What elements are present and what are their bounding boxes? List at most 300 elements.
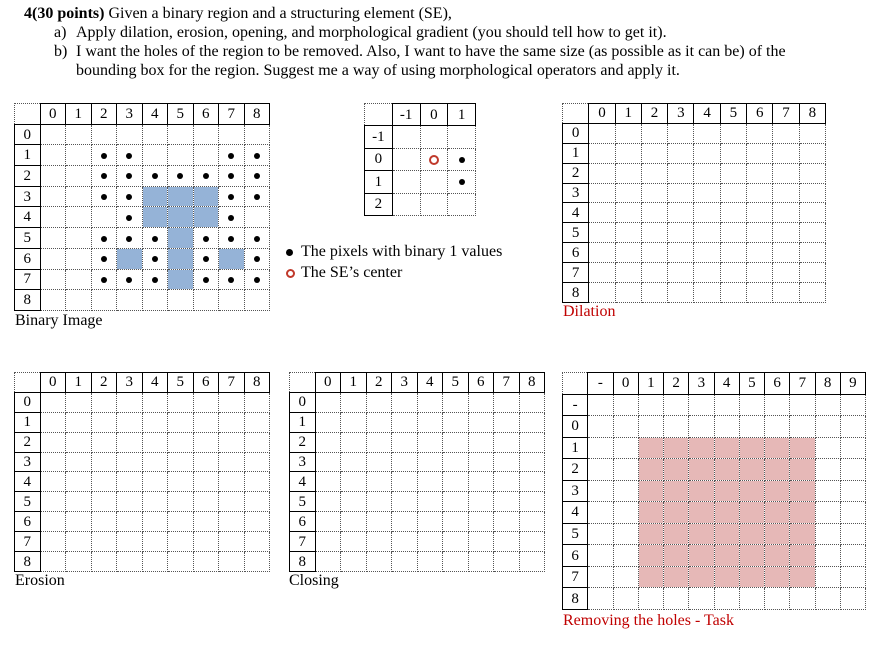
grid-cell bbox=[668, 243, 694, 263]
grid-label: 4 bbox=[563, 203, 589, 223]
grid-row bbox=[15, 124, 270, 145]
grid-cell bbox=[747, 223, 773, 243]
grid-cell bbox=[40, 412, 66, 432]
grid-row bbox=[15, 207, 270, 228]
grid-cell bbox=[142, 532, 168, 552]
pixel-dot-icon bbox=[126, 173, 132, 179]
grid-cell bbox=[720, 183, 746, 203]
grid-cell bbox=[193, 472, 219, 492]
grid-cell bbox=[468, 472, 494, 492]
grid-cell bbox=[117, 124, 143, 145]
grid-cell bbox=[117, 552, 143, 572]
grid-row bbox=[15, 228, 270, 249]
grid-cell bbox=[519, 472, 545, 492]
grid-cell bbox=[689, 480, 714, 502]
grid-cell bbox=[765, 566, 790, 588]
center-ring-icon bbox=[286, 269, 295, 278]
grid-cell bbox=[668, 183, 694, 203]
grid-cell bbox=[91, 207, 117, 228]
grid-cell bbox=[588, 416, 613, 438]
grid-cell bbox=[638, 480, 663, 502]
grid-cell bbox=[641, 183, 667, 203]
grid-cell bbox=[40, 228, 66, 249]
grid-cell bbox=[799, 123, 825, 143]
grid-cell bbox=[315, 432, 341, 452]
grid-row bbox=[365, 148, 476, 170]
grid-cell bbox=[40, 124, 66, 145]
grid-cell bbox=[613, 566, 638, 588]
grid-label: 5 bbox=[15, 228, 41, 249]
grid-cell bbox=[91, 512, 117, 532]
grid-cell bbox=[117, 512, 143, 532]
grid-cell bbox=[219, 492, 245, 512]
pixel-dot-icon bbox=[254, 173, 260, 179]
grid-cell bbox=[420, 148, 448, 170]
grid-cell bbox=[638, 523, 663, 545]
grid-row bbox=[15, 269, 270, 290]
grid-cell bbox=[244, 452, 270, 472]
grid-label: 6 bbox=[15, 512, 41, 532]
grid-label: 2 bbox=[366, 373, 392, 393]
grid-cell bbox=[519, 532, 545, 552]
grid-label: 5 bbox=[720, 104, 746, 124]
grid-cell bbox=[193, 145, 219, 166]
grid-cell bbox=[494, 492, 520, 512]
pixel-dot-icon bbox=[126, 153, 132, 159]
grid-cell bbox=[588, 459, 613, 481]
grid-label: 1 bbox=[66, 104, 92, 125]
grid-row bbox=[15, 166, 270, 187]
grid-cell bbox=[219, 472, 245, 492]
grid-label: 3 bbox=[563, 480, 588, 502]
pixel-dot-icon bbox=[254, 256, 260, 262]
grid-label: 8 bbox=[290, 552, 316, 572]
legend-center: The SE’s center bbox=[286, 264, 402, 282]
grid-cell bbox=[694, 123, 720, 143]
grid-cell bbox=[91, 290, 117, 311]
grid-label: 0 bbox=[15, 392, 41, 412]
grid-cell bbox=[315, 492, 341, 512]
grid-cell bbox=[244, 432, 270, 452]
grid-cell bbox=[519, 432, 545, 452]
grid-cell bbox=[615, 263, 641, 283]
grid-cell bbox=[668, 203, 694, 223]
grid-cell bbox=[468, 492, 494, 512]
grid-cell bbox=[589, 243, 615, 263]
grid-cell bbox=[219, 166, 245, 187]
grid-label: 6 bbox=[468, 373, 494, 393]
grid-row bbox=[290, 452, 545, 472]
grid-cell bbox=[117, 145, 143, 166]
grid-cell bbox=[747, 263, 773, 283]
grid-cell bbox=[799, 223, 825, 243]
grid-cell bbox=[193, 512, 219, 532]
grid-row bbox=[290, 472, 545, 492]
grid-cell bbox=[589, 203, 615, 223]
grid-cell bbox=[244, 248, 270, 269]
grid-cell bbox=[747, 123, 773, 143]
grid-label: 6 bbox=[193, 373, 219, 393]
grid-cell bbox=[615, 223, 641, 243]
grid-cell bbox=[142, 472, 168, 492]
grid-cell bbox=[417, 452, 443, 472]
grid-label: 5 bbox=[168, 104, 194, 125]
grid-cell bbox=[341, 492, 367, 512]
grid-cell bbox=[91, 269, 117, 290]
grid-cell bbox=[40, 248, 66, 269]
grid-label: 1 bbox=[15, 412, 41, 432]
pixel-dot-icon bbox=[126, 277, 132, 283]
grid-label: 3 bbox=[15, 452, 41, 472]
grid-row bbox=[365, 126, 476, 148]
grid-cell bbox=[168, 532, 194, 552]
grid-cell bbox=[168, 412, 194, 432]
grid-cell bbox=[142, 186, 168, 207]
grid-cell bbox=[40, 207, 66, 228]
grid-cell bbox=[641, 283, 667, 303]
grid-cell bbox=[117, 412, 143, 432]
grid-cell bbox=[815, 480, 840, 502]
grid-cell bbox=[638, 588, 663, 610]
grid-label: 1 bbox=[365, 171, 393, 193]
grid-cell bbox=[366, 392, 392, 412]
grid-cell bbox=[765, 437, 790, 459]
grid-cell bbox=[366, 512, 392, 532]
grid-cell bbox=[244, 472, 270, 492]
grid-cell bbox=[747, 243, 773, 263]
grid-label: 1 bbox=[615, 104, 641, 124]
grid-cell bbox=[641, 143, 667, 163]
grid-label: 7 bbox=[15, 532, 41, 552]
grid-cell bbox=[815, 459, 840, 481]
grid-cell bbox=[720, 123, 746, 143]
erosion-caption: Erosion bbox=[15, 572, 65, 589]
grid-cell bbox=[91, 166, 117, 187]
grid-label: 1 bbox=[66, 373, 92, 393]
grid-cell bbox=[219, 124, 245, 145]
grid-header-row bbox=[15, 373, 270, 393]
grid-label: 8 bbox=[519, 373, 545, 393]
grid-cell bbox=[219, 392, 245, 412]
pixel-dot-icon bbox=[203, 173, 209, 179]
grid-row bbox=[290, 492, 545, 512]
grid-row bbox=[563, 437, 866, 459]
grid-cell bbox=[40, 145, 66, 166]
binary-image-caption: Binary Image bbox=[15, 312, 103, 329]
grid-cell bbox=[790, 480, 815, 502]
grid-cell bbox=[168, 492, 194, 512]
grid-cell bbox=[799, 143, 825, 163]
grid-cell bbox=[799, 203, 825, 223]
grid-cell bbox=[790, 588, 815, 610]
grid-cell bbox=[739, 394, 764, 416]
grid-label: 0 bbox=[15, 124, 41, 145]
grid-cell bbox=[494, 432, 520, 452]
grid-header-row bbox=[15, 104, 270, 125]
grid-label: 4 bbox=[142, 373, 168, 393]
grid-corner bbox=[15, 373, 41, 393]
grid-cell bbox=[392, 492, 418, 512]
grid-cell bbox=[714, 459, 739, 481]
grid-cell bbox=[815, 545, 840, 567]
grid-label: 5 bbox=[443, 373, 469, 393]
grid-cell bbox=[519, 492, 545, 512]
grid-cell bbox=[519, 512, 545, 532]
grid-corner bbox=[563, 373, 588, 395]
grid-corner bbox=[15, 104, 41, 125]
grid-cell bbox=[142, 412, 168, 432]
grid-cell bbox=[739, 566, 764, 588]
grid-label: 1 bbox=[448, 104, 476, 126]
grid-row bbox=[563, 283, 826, 303]
grid-label: 7 bbox=[15, 269, 41, 290]
grid-cell bbox=[494, 452, 520, 472]
grid-cell bbox=[815, 523, 840, 545]
grid-cell bbox=[613, 437, 638, 459]
grid-cell bbox=[66, 290, 92, 311]
grid-cell bbox=[420, 171, 448, 193]
grid-cell bbox=[417, 492, 443, 512]
grid-label: 0 bbox=[40, 373, 66, 393]
grid-cell bbox=[66, 145, 92, 166]
grid-cell bbox=[689, 437, 714, 459]
grid-cell bbox=[720, 223, 746, 243]
grid-cell bbox=[193, 207, 219, 228]
grid-label: 3 bbox=[15, 186, 41, 207]
grid-cell bbox=[790, 459, 815, 481]
grid-cell bbox=[589, 183, 615, 203]
grid-cell bbox=[720, 203, 746, 223]
grid-cell bbox=[219, 290, 245, 311]
grid-cell bbox=[443, 492, 469, 512]
se-center-icon bbox=[429, 155, 439, 165]
grid-cell bbox=[765, 459, 790, 481]
grid-cell bbox=[193, 392, 219, 412]
grid-cell bbox=[694, 263, 720, 283]
grid-cell bbox=[494, 412, 520, 432]
grid-cell bbox=[815, 588, 840, 610]
grid-cell bbox=[417, 412, 443, 432]
grid-cell bbox=[589, 123, 615, 143]
grid-cell bbox=[219, 248, 245, 269]
grid-label: 2 bbox=[290, 432, 316, 452]
grid-cell bbox=[168, 228, 194, 249]
grid-label: 7 bbox=[219, 373, 245, 393]
grid-label: 6 bbox=[563, 545, 588, 567]
grid-cell bbox=[494, 472, 520, 492]
grid-cell bbox=[641, 223, 667, 243]
grid-cell bbox=[689, 545, 714, 567]
grid-cell bbox=[193, 124, 219, 145]
grid-corner bbox=[365, 104, 393, 126]
grid-cell bbox=[341, 472, 367, 492]
grid-label: 0 bbox=[365, 148, 393, 170]
grid-label: 9 bbox=[840, 373, 865, 395]
grid-cell bbox=[519, 452, 545, 472]
grid-row bbox=[563, 203, 826, 223]
grid-cell bbox=[66, 166, 92, 187]
grid-corner bbox=[563, 104, 589, 124]
grid-label: -1 bbox=[392, 104, 420, 126]
grid-row bbox=[15, 552, 270, 572]
grid-label: 0 bbox=[613, 373, 638, 395]
grid-cell bbox=[91, 432, 117, 452]
grid-cell bbox=[117, 228, 143, 249]
pixel-dot-icon bbox=[101, 173, 107, 179]
grid-cell bbox=[714, 502, 739, 524]
grid-cell bbox=[714, 394, 739, 416]
grid-cell bbox=[739, 545, 764, 567]
grid-cell bbox=[494, 552, 520, 572]
grid-cell bbox=[765, 394, 790, 416]
pixel-dot-icon bbox=[152, 173, 158, 179]
grid-label: 1 bbox=[563, 437, 588, 459]
grid-cell bbox=[739, 480, 764, 502]
grid-label: 0 bbox=[589, 104, 615, 124]
grid-label: 1 bbox=[341, 373, 367, 393]
grid-cell bbox=[714, 480, 739, 502]
grid-cell bbox=[193, 186, 219, 207]
grid-cell bbox=[244, 166, 270, 187]
pixel-dot-icon bbox=[254, 277, 260, 283]
grid-cell bbox=[219, 269, 245, 290]
grid-cell bbox=[219, 552, 245, 572]
grid-row bbox=[563, 566, 866, 588]
grid-cell bbox=[589, 223, 615, 243]
grid-cell bbox=[664, 566, 689, 588]
grid-cell bbox=[219, 412, 245, 432]
pixel-dot-icon bbox=[203, 236, 209, 242]
grid-cell bbox=[315, 452, 341, 472]
grid-cell bbox=[773, 143, 799, 163]
grid-cell bbox=[142, 228, 168, 249]
grid-cell bbox=[40, 166, 66, 187]
grid-label: 8 bbox=[15, 290, 41, 311]
grid-label: 6 bbox=[193, 104, 219, 125]
grid-label: 3 bbox=[392, 373, 418, 393]
grid-label: 2 bbox=[15, 166, 41, 187]
grid-cell bbox=[366, 432, 392, 452]
grid-cell bbox=[588, 502, 613, 524]
grid-cell bbox=[366, 472, 392, 492]
grid-cell bbox=[117, 186, 143, 207]
grid-cell bbox=[417, 532, 443, 552]
grid-cell bbox=[840, 523, 865, 545]
grid-cell bbox=[588, 394, 613, 416]
grid-label: 7 bbox=[290, 532, 316, 552]
grid-cell bbox=[117, 452, 143, 472]
grid-cell bbox=[790, 394, 815, 416]
pixel-dot-icon bbox=[254, 236, 260, 242]
grid-cell bbox=[91, 186, 117, 207]
grid-cell bbox=[589, 283, 615, 303]
grid-cell bbox=[315, 532, 341, 552]
grid-label: 8 bbox=[815, 373, 840, 395]
grid-row bbox=[15, 452, 270, 472]
grid-cell bbox=[714, 588, 739, 610]
grid-cell bbox=[664, 459, 689, 481]
grid-label: 4 bbox=[290, 472, 316, 492]
grid-cell bbox=[66, 248, 92, 269]
grid-cell bbox=[193, 290, 219, 311]
closing-grid bbox=[289, 372, 545, 572]
grid-cell bbox=[694, 143, 720, 163]
grid-cell bbox=[689, 588, 714, 610]
grid-cell bbox=[720, 283, 746, 303]
dilation-caption: Dilation bbox=[563, 303, 616, 320]
grid-cell bbox=[689, 459, 714, 481]
grid-cell bbox=[588, 588, 613, 610]
grid-cell bbox=[443, 452, 469, 472]
grid-cell bbox=[694, 183, 720, 203]
grid-cell bbox=[773, 243, 799, 263]
grid-row bbox=[563, 459, 866, 481]
grid-cell bbox=[840, 416, 865, 438]
grid-cell bbox=[193, 166, 219, 187]
grid-cell bbox=[615, 183, 641, 203]
grid-cell bbox=[392, 472, 418, 492]
grid-cell bbox=[392, 512, 418, 532]
grid-cell bbox=[91, 452, 117, 472]
pixel-dot-icon bbox=[228, 236, 234, 242]
grid-cell bbox=[91, 412, 117, 432]
grid-label: 8 bbox=[244, 104, 270, 125]
grid-cell bbox=[366, 552, 392, 572]
grid-cell bbox=[219, 432, 245, 452]
pixel-dot-icon bbox=[228, 277, 234, 283]
grid-cell bbox=[66, 124, 92, 145]
grid-cell bbox=[773, 123, 799, 143]
grid-label: 6 bbox=[563, 243, 589, 263]
grid-label: 6 bbox=[15, 248, 41, 269]
grid-cell bbox=[66, 392, 92, 412]
grid-cell bbox=[638, 545, 663, 567]
grid-cell bbox=[168, 269, 194, 290]
grid-label: 5 bbox=[168, 373, 194, 393]
grid-cell bbox=[341, 412, 367, 432]
grid-cell bbox=[244, 124, 270, 145]
grid-cell bbox=[168, 472, 194, 492]
grid-cell bbox=[638, 566, 663, 588]
grid-cell bbox=[664, 588, 689, 610]
grid-cell bbox=[790, 523, 815, 545]
grid-cell bbox=[142, 452, 168, 472]
grid-cell bbox=[664, 502, 689, 524]
grid-label: 1 bbox=[290, 412, 316, 432]
grid-label: 8 bbox=[244, 373, 270, 393]
pixel-dot-icon bbox=[152, 256, 158, 262]
grid-label: 7 bbox=[563, 263, 589, 283]
grid-corner bbox=[290, 373, 316, 393]
grid-cell bbox=[714, 566, 739, 588]
grid-cell bbox=[615, 163, 641, 183]
grid-label: 6 bbox=[765, 373, 790, 395]
grid-label: 7 bbox=[563, 566, 588, 588]
grid-cell bbox=[142, 269, 168, 290]
grid-label: 7 bbox=[773, 104, 799, 124]
grid-label: 4 bbox=[714, 373, 739, 395]
grid-cell bbox=[747, 183, 773, 203]
grid-cell bbox=[714, 437, 739, 459]
grid-label: 3 bbox=[117, 104, 143, 125]
grid-cell bbox=[589, 143, 615, 163]
grid-row bbox=[563, 263, 826, 283]
grid-label: 4 bbox=[142, 104, 168, 125]
grid-cell bbox=[664, 523, 689, 545]
grid-cell bbox=[219, 452, 245, 472]
grid-cell bbox=[341, 552, 367, 572]
grid-cell bbox=[689, 523, 714, 545]
